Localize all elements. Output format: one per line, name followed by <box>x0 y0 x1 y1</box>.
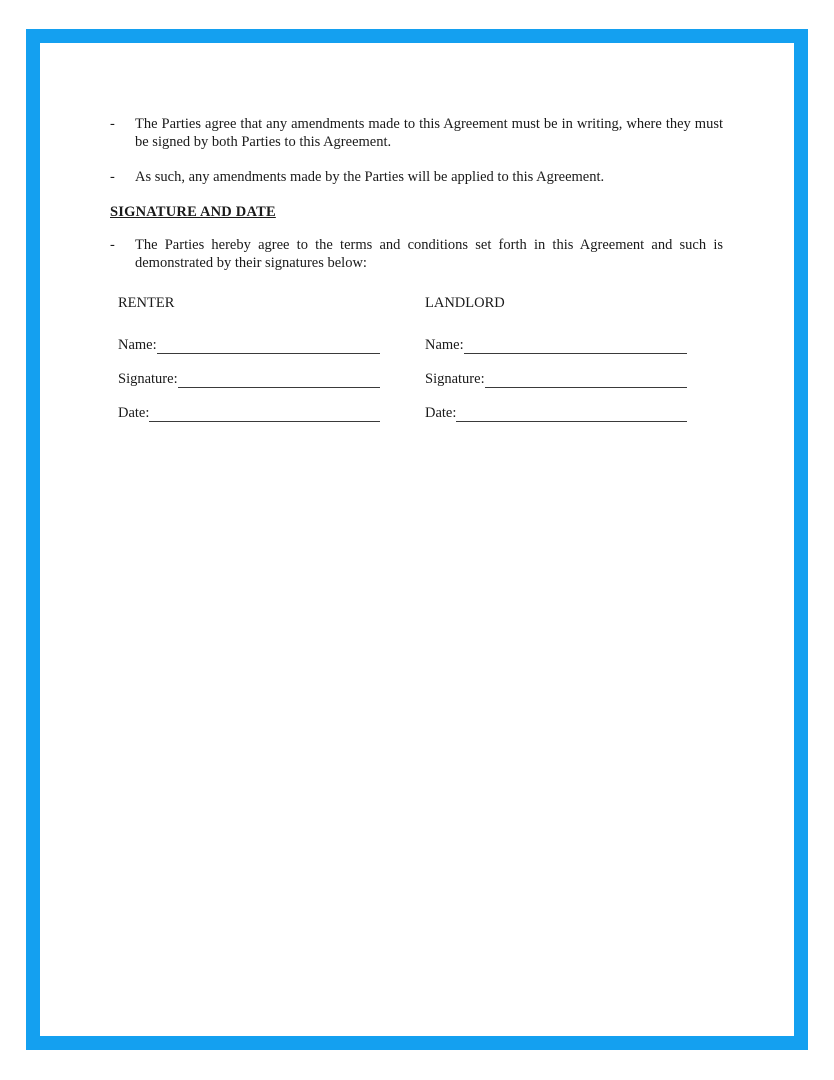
renter-signature-line[interactable] <box>178 371 380 388</box>
amendments-writing-text: The Parties agree that any amendments made to this Agreement must be in writing, where they must be signed by both Parties to this Agreement. <box>135 116 723 150</box>
renter-title: RENTER <box>118 295 175 311</box>
renter-name-label: Name: <box>118 337 157 353</box>
renter-name-row <box>118 335 380 354</box>
signature-and-date-heading: SIGNATURE AND DATE <box>110 204 276 220</box>
bullet-dash: - <box>110 237 115 253</box>
landlord-name-line[interactable] <box>464 337 687 354</box>
bullet-dash: - <box>110 169 115 185</box>
landlord-date-label: Date: <box>425 405 457 421</box>
renter-name-line[interactable] <box>157 337 380 354</box>
landlord-column <box>425 294 687 437</box>
signature-block <box>118 294 723 437</box>
renter-signature-row <box>118 369 380 388</box>
amendments-writing-bullet <box>110 115 723 151</box>
landlord-date-row <box>425 403 687 422</box>
landlord-title: LANDLORD <box>425 295 505 311</box>
document-content <box>40 43 794 1036</box>
landlord-name-label: Name: <box>425 337 464 353</box>
landlord-signature-label: Signature: <box>425 371 485 387</box>
agreement-terms-bullet <box>110 236 723 272</box>
landlord-signature-line[interactable] <box>485 371 687 388</box>
agreement-terms-text: The Parties hereby agree to the terms and conditions set forth in this Agreement and such is demonstrated by their signatures below: <box>135 237 723 271</box>
renter-date-label: Date: <box>118 405 150 421</box>
renter-date-row <box>118 403 380 422</box>
amendments-applied-bullet <box>110 168 723 186</box>
renter-signature-label: Signature: <box>118 371 178 387</box>
landlord-name-row <box>425 335 687 354</box>
landlord-signature-row <box>425 369 687 388</box>
landlord-date-line[interactable] <box>456 405 687 422</box>
amendments-applied-text: As such, any amendments made by the Parties will be applied to this Agreement. <box>135 169 605 185</box>
renter-date-line[interactable] <box>149 405 380 422</box>
renter-column <box>118 294 380 437</box>
bullet-dash: - <box>110 116 115 132</box>
